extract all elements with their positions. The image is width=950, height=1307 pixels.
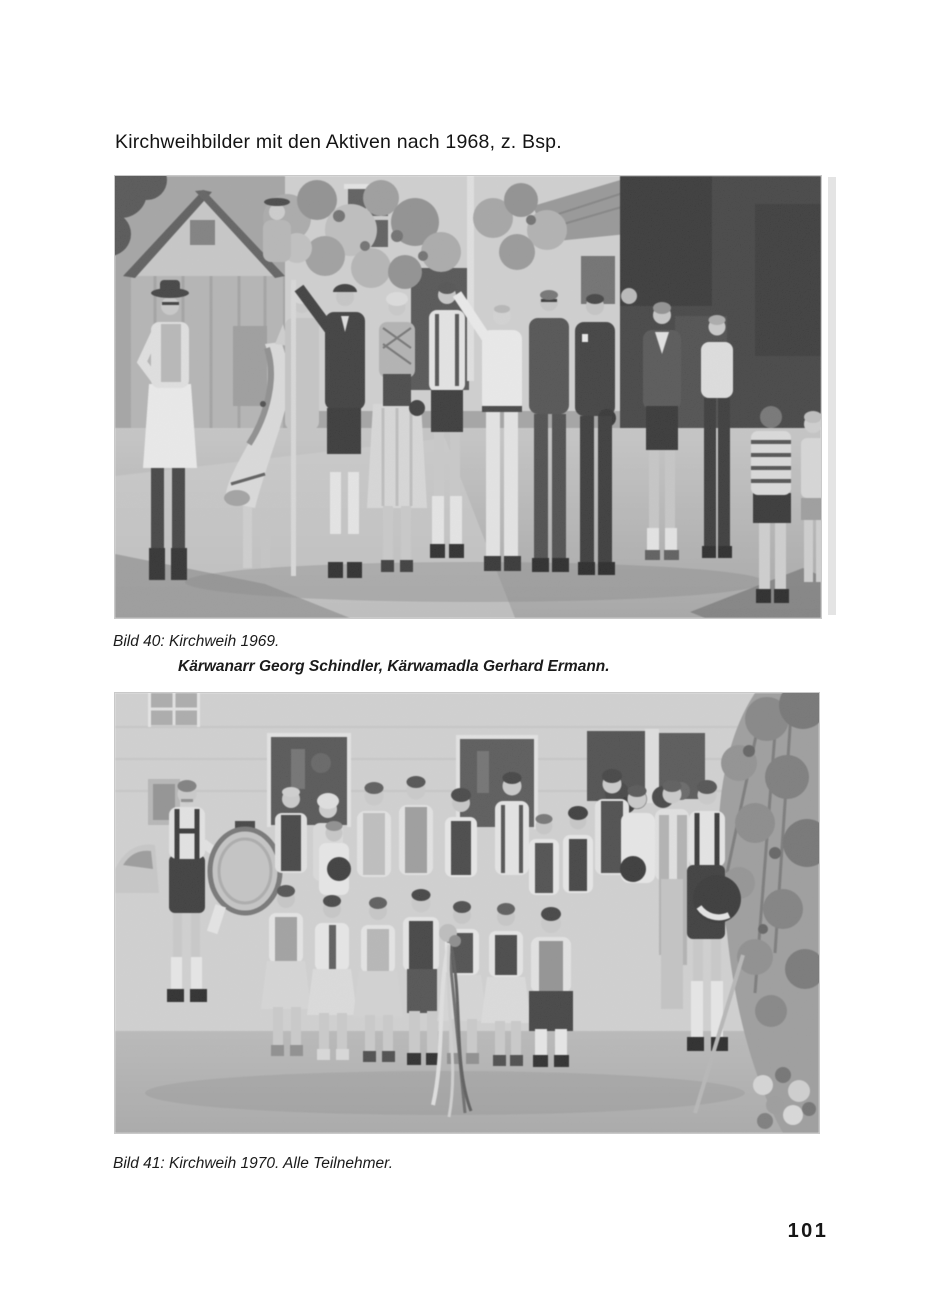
- film-grain-overlay: [115, 693, 819, 1133]
- photo-bild-40: [115, 176, 821, 618]
- page-number: 101: [787, 1220, 829, 1242]
- caption-bild-40-line1: Bild 40: Kirchweih 1969.: [113, 633, 280, 650]
- film-grain-overlay: [115, 176, 821, 618]
- photo-bild-40-art: [115, 176, 821, 618]
- page-heading: Kirchweihbilder mit den Aktiven nach 1968, z. Bsp.: [115, 131, 562, 153]
- photo-bild-41-art: [115, 693, 819, 1133]
- photo-bild-41: [115, 693, 819, 1133]
- caption-bild-40: [113, 629, 610, 679]
- caption-bild-41: Bild 41: Kirchweih 1970. Alle Teilnehmer.: [113, 1155, 394, 1172]
- scan-artifact-strip: [828, 177, 836, 615]
- caption-bild-40-line2: Kärwanarr Georg Schindler, Kärwamadla Gerhard Ermann.: [178, 658, 610, 675]
